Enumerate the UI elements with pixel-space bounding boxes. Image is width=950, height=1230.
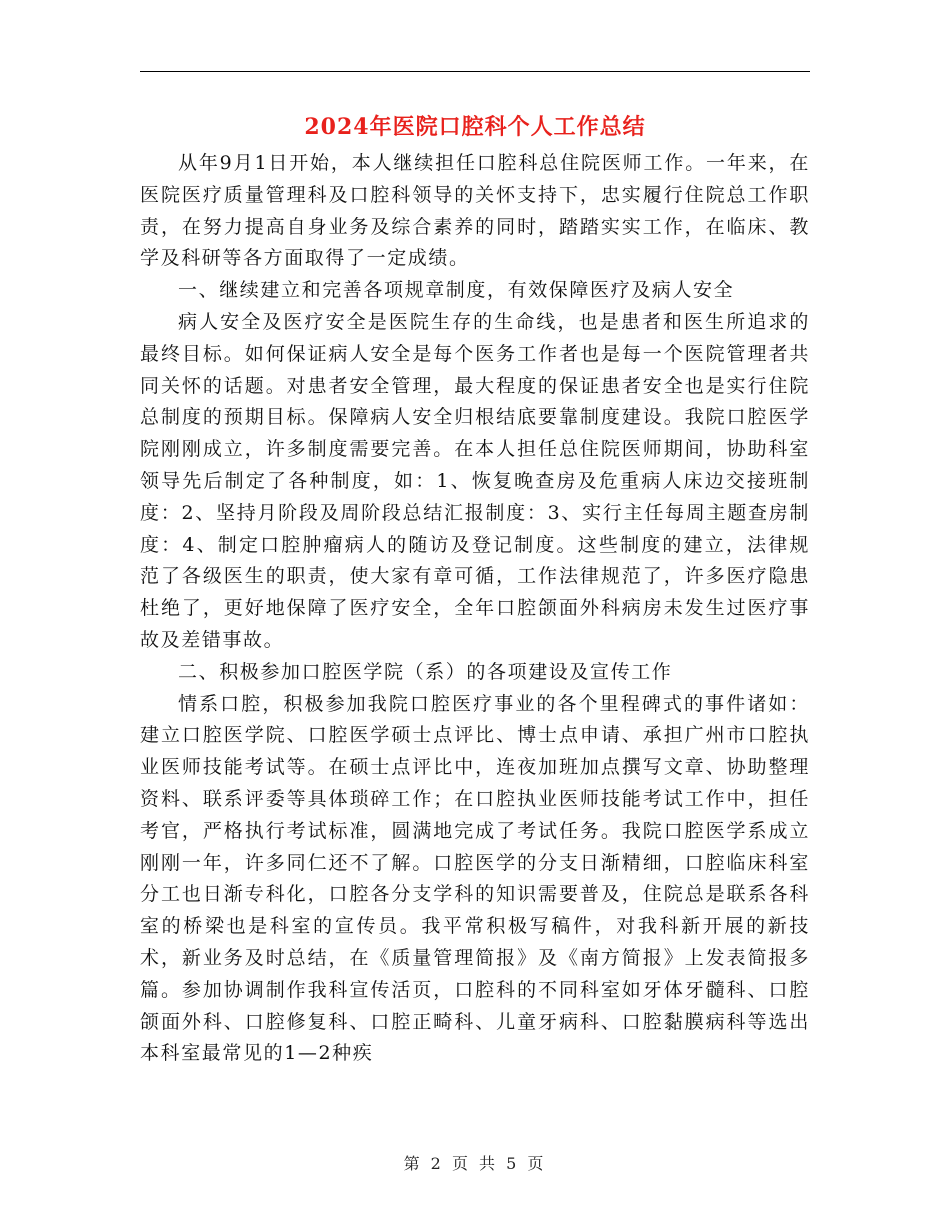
- section-1-paragraph: 病人安全及医疗安全是医院生存的生命线，也是患者和医生所追求的最终目标。如何保证病人安全是每个医务工作者也是每一个医院管理者共同关怀的话题。对患者安全管理，最大程度的保证患者安全也是实行住院总制度的预期目标。保障病人安全归根结底要靠制度建设。我院口腔医学院刚刚成立，许多制度需要完善。在本人担任总住院医师期间，协助科室领导先后制定了各种制度，如：1、恢复晚查房及危重病人床边交接班制度：2、坚持月阶段及周阶段总结汇报制度：3、实行主任每周主题查房制度：4、制定口腔肿瘤病人的随访及登记制度。这些制度的建立，法律规范了各级医生的职责，使大家有章可循，工作法律规范了，许多医疗隐患杜绝了，更好地保障了医疗安全，全年口腔颌面外科病房未发生过医疗事故及差错事故。: [140, 310, 810, 651]
- document-body: [140, 148, 810, 1070]
- section-heading-2: 二、积极参加口腔医学院（系）的各项建设及宣传工作: [178, 660, 673, 683]
- section-2-paragraph: 情系口腔，积极参加我院口腔医疗事业的各个里程碑式的事件诸如：建立口腔医学院、口腔医学硕士点评比、博士点申请、承担广州市口腔执业医师技能考试等。在硕士点评比中，连夜加班加点撰写文章、协助整理资料、联系评委等具体琐碎工作；在口腔执业医师技能考试工作中，担任考官，严格执行考试标准，圆满地完成了考试任务。我院口腔医学系成立刚刚一年，许多同仁还不了解。口腔医学的分支日渐精细，口腔临床科室分工也日渐专科化，口腔各分支学科的知识需要普及，住院总是联系各科室的桥梁也是科室的宣传员。我平常积极写稿件，对我科新开展的新技术，新业务及时总结，在《质量管理简报》及《南方简报》上发表简报多篇。参加协调制作我科宣传活页，口腔科的不同科室如牙体牙髓科、口腔颌面外科、口腔修复科、口腔正畸科、儿童牙病科、口腔黏膜病科等选出本科室最常见的1—2种疾: [140, 692, 810, 1065]
- document-title: 2024年医院口腔科个人工作总结: [304, 114, 646, 140]
- intro-paragraph: 从年9月1日开始，本人继续担任口腔科总住院医师工作。一年来，在医院医疗质量管理科及口腔科领导的关怀支持下，忠实履行住院总工作职责，在努力提高自身业务及综合素养的同时，踏踏实实工作，在临床、教学及科研等各方面取得了一定成绩。: [140, 152, 810, 270]
- header-rule: [140, 71, 810, 72]
- section-heading-1: 一、继续建立和完善各项规章制度，有效保障医疗及病人安全: [178, 279, 735, 302]
- page-number: 第 2 页 共 5 页: [403, 1154, 547, 1173]
